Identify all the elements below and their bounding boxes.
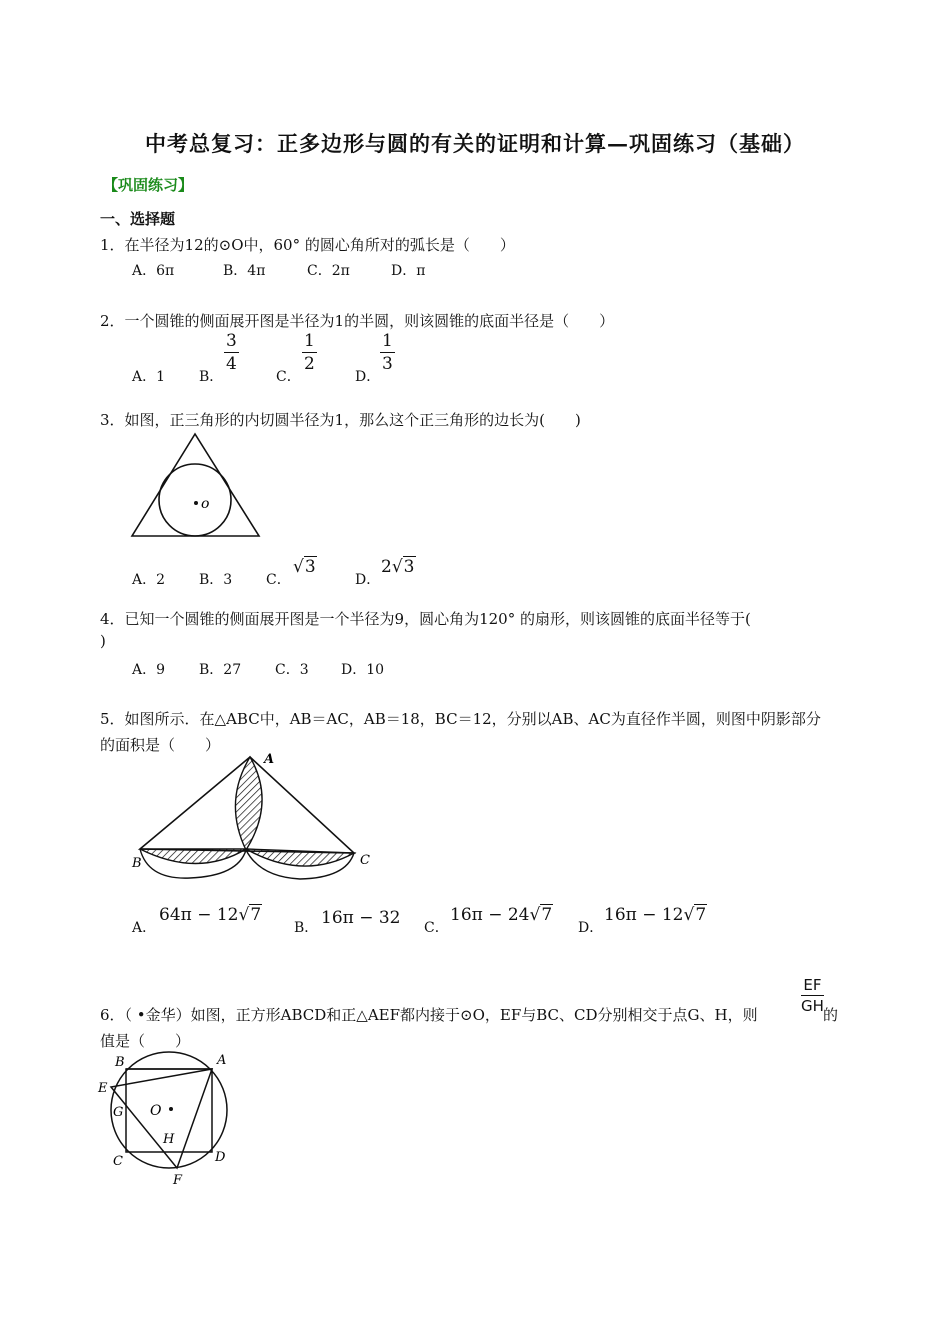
q4-option-c: C．3 (275, 662, 309, 678)
q2-option-d-fraction (380, 333, 395, 373)
q6-circle-square-triangle-figure (95, 1048, 265, 1188)
q1-option-b: B．4π (223, 263, 266, 279)
q5-label-c: C (360, 853, 370, 868)
question-4-text-line2: ) (100, 632, 106, 650)
q2-d-denominator: 3 (382, 354, 393, 374)
q3-option-c-value: √3 (293, 557, 316, 577)
q6-label-e: E (98, 1081, 108, 1096)
q2-option-c-label: C． (276, 369, 301, 385)
q5-option-d-label: D． (578, 920, 604, 936)
page-title: 中考总复习：正多边形与圆的有关的证明和计算—巩固练习（基础） (145, 131, 805, 156)
q6-label-g: G (113, 1105, 124, 1120)
q2-b-denominator: 4 (226, 354, 237, 374)
question-2-text: 2．一个圆锥的侧面展开图是半径为1的半圆，则该圆锥的底面半径是（ ） (100, 312, 615, 330)
question-6-text-line1: 6．（ •金华）如图，正方形ABCD和正△AEF都内接于⊙O，EF与BC、CD分别相交于点G、H，则 (100, 1006, 758, 1024)
q2-option-d-label: D． (355, 369, 381, 385)
q5-option-d-value: 16π − 12√7 (604, 905, 707, 925)
q2-option-b-label: B． (199, 369, 224, 385)
q4-option-d: D．10 (341, 662, 385, 678)
q3-center-label: o (201, 496, 210, 512)
q6-fraction-numerator: EF (803, 976, 822, 994)
q2-b-numerator: 3 (226, 331, 237, 351)
q2-option-c-fraction (302, 333, 317, 373)
q6-label-b: B (115, 1055, 125, 1070)
q5-label-b: B (132, 856, 142, 871)
question-3-text: 3．如图，正三角形的内切圆半径为1，那么这个正三角形的边长为( ) (100, 411, 581, 429)
q5-option-c-label: C． (424, 920, 449, 936)
q5-triangle-semicircles-figure (128, 750, 378, 880)
q6-label-d: D (215, 1150, 226, 1165)
q5-label-a: A (264, 752, 275, 767)
q6-label-a: A (217, 1053, 227, 1068)
q2-c-denominator: 2 (304, 354, 315, 374)
q3-triangle-figure (125, 432, 270, 542)
q2-option-a: A．1 (132, 369, 166, 385)
q2-d-numerator: 1 (382, 331, 393, 351)
q4-option-b: B．27 (199, 662, 242, 678)
q1-option-d: D．π (391, 263, 426, 279)
q1-option-c: C．2π (307, 263, 350, 279)
question-1-text: 1．在半径为12的⊙O中，60° 的圆心角所对的弧长是（ ） (100, 236, 515, 254)
question-5-text-line2: 的面积是（ ） (100, 736, 221, 754)
q6-label-h: H (163, 1132, 175, 1147)
section-heading: 一、选择题 (100, 210, 176, 228)
q3-option-d-value: 2√3 (381, 557, 415, 577)
question-5-text-line1: 5．如图所示．在△ABC中，AB＝AC，AB＝18，BC＝12，分别以AB、AC为直径作半圆，则图中阴影部分 (100, 710, 821, 728)
q1-option-a: A．6π (132, 263, 175, 279)
question-6-text-suffix: 的 (823, 1006, 839, 1024)
section-tag: 【巩固练习】 (103, 176, 194, 194)
q5-option-b-label: B． (294, 920, 319, 936)
q3-option-b: B．3 (199, 572, 233, 588)
q6-label-c: C (113, 1154, 123, 1169)
q6-fraction (801, 978, 824, 1014)
q4-option-a: A．9 (132, 662, 166, 678)
question-4-text-line1: 4．已知一个圆锥的侧面展开图是一个半径为9，圆心角为120° 的扇形，则该圆锥的底面半径等于( (100, 610, 751, 628)
q3-option-a: A．2 (132, 572, 166, 588)
q6-label-f: F (173, 1173, 183, 1188)
q3-option-d-label: D． (355, 572, 381, 588)
q6-label-o: O (150, 1103, 162, 1119)
q5-option-b-value: 16π − 32 (321, 908, 401, 928)
q2-c-numerator: 1 (304, 331, 315, 351)
question-6-text-line2: 值是（ ） (100, 1032, 191, 1050)
q3-option-c-label: C． (266, 572, 291, 588)
q6-fraction-denominator: GH (801, 997, 824, 1015)
q5-option-a-value: 64π − 12√7 (159, 905, 262, 925)
q5-option-a-label: A． (132, 920, 157, 936)
q2-option-b-fraction (224, 333, 239, 373)
q5-option-c-value: 16π − 24√7 (450, 905, 553, 925)
